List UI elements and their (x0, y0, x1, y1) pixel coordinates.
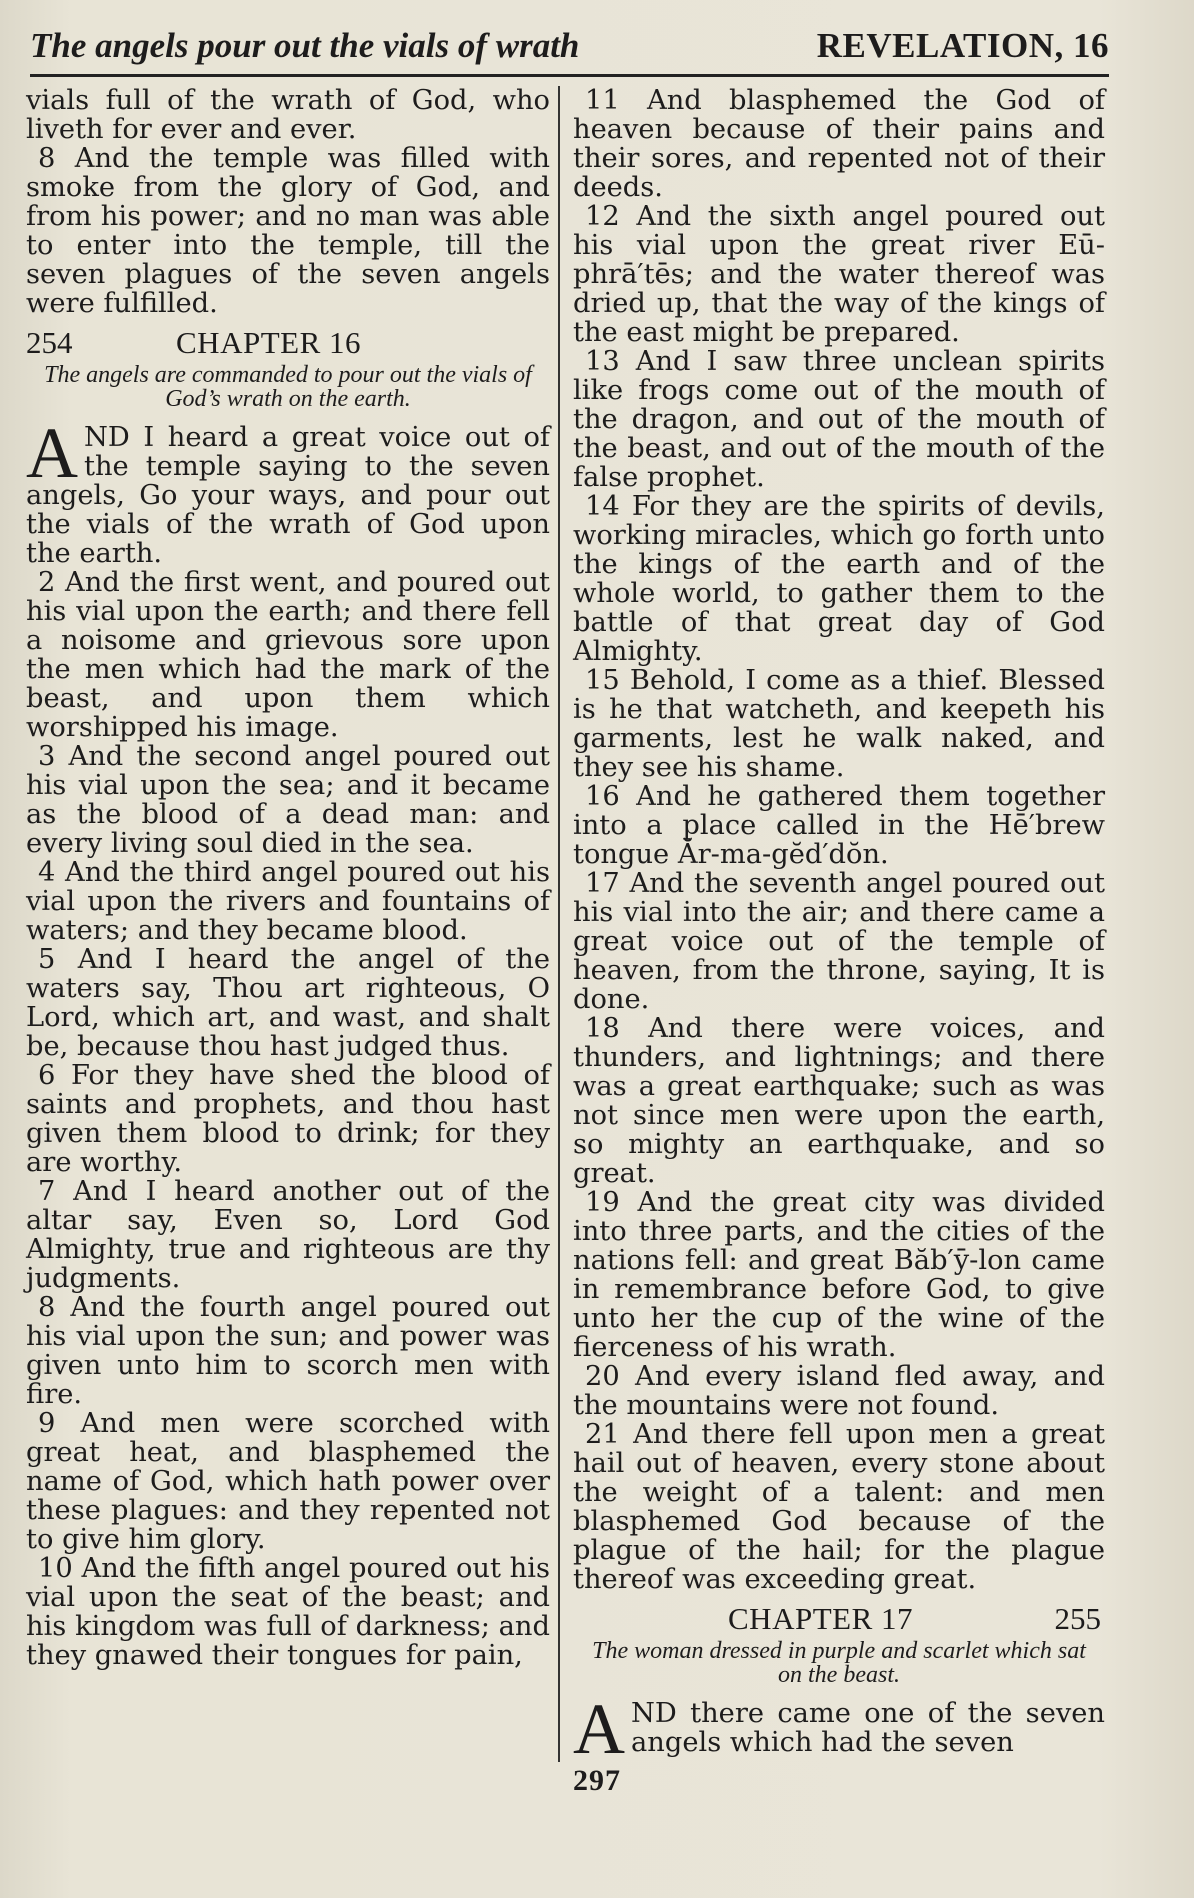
drop-cap: A (573, 1689, 625, 1769)
verse-lead: ND (631, 1698, 677, 1729)
drop-cap: A (26, 413, 78, 493)
verse-16-1 (26, 413, 550, 569)
verse-16-15: 15 Behold, I come as a thief. Blessed is he that watcheth, and keepeth his garments, lest he walk naked, and they see his shame. (573, 665, 1105, 783)
header-subject: The angels pour out the vials of wrath (30, 26, 580, 65)
verse-16-2: 2 And the first went, and poured out his vial upon the earth; and there fell a noisome and grievous sore upon the men which had the mark of the beast, and upon them which worshipped his image. (26, 567, 550, 743)
verse-16-12: 12 And the sixth angel poured out his vial upon the great river Eū-phrā′tēs; and the water thereof was dried up, that the way of the kings of the east might be prepared. (573, 201, 1105, 348)
verse-16-8: 8 And the fourth angel poured out his vial upon the sun; and power was given unto him to scorch men with fire. (26, 1292, 550, 1410)
verse-16-20: 20 And every island fled away, and the mountains were not found. (573, 1361, 1105, 1421)
chapter-16-summary: The angels are commanded to pour out the vials of God’s wrath on the earth. (44, 362, 532, 412)
verse-16-3: 3 And the second angel poured out his vial upon the sea; and it became as the blood of a dead man: and every living soul died in the sea. (26, 741, 550, 859)
verse-16-16: 16 And he gathered them together into a place called in the Hē′brew tongue Ăr-ma-gĕd′dŏn. (573, 781, 1105, 870)
chapter-17-title: CHAPTER 17 (728, 1601, 913, 1636)
chapter-16-page-ref: 254 (26, 325, 73, 360)
verse-continuation: vials full of the wrath of God, who liveth for ever and ever. (26, 85, 550, 145)
verse-lead: ND (84, 422, 130, 453)
verse-16-14: 14 For they are the spirits of devils, working miracles, which go forth unto the kings of the earth and of the whole world, to gather them to the battle of that great day of God Almighty. (573, 491, 1105, 667)
verse-16-4: 4 And the third angel poured out his vial upon the rivers and fountains of waters; and they became blood. (26, 857, 550, 946)
verse-16-11: 11 And blasphemed the God of heaven because of their pains and their sores, and repented not of their deeds. (573, 85, 1105, 203)
chapter-17-summary: The woman dressed in purple and scarlet which sat on the beast. (592, 1638, 1086, 1688)
verse-16-6: 6 For they have shed the blood of saints and prophets, and thou hast given them blood to drink; for they are worthy. (26, 1060, 550, 1178)
running-header (30, 24, 1109, 77)
column-divider (558, 86, 560, 1762)
verse-16-5: 5 And I heard the angel of the waters say, Thou art righteous, O Lord, which art, and wast, and shalt be, because thou hast judged thus. (26, 944, 550, 1062)
verse-16-17: 17 And the seventh angel poured out his vial into the air; and there came a great voice out of the temple of heaven, from the throne, saying, It is done. (573, 868, 1105, 1015)
chapter-16-title: CHAPTER 16 (176, 325, 361, 360)
page-number: 297 (573, 1764, 621, 1797)
chapter-16-heading (26, 325, 550, 360)
left-column (26, 86, 550, 1670)
verse-16-13: 13 And I saw three unclean spirits like frogs come out of the mouth of the dragon, and out of the mouth of the beast, and out of the mouth of the false prophet. (573, 346, 1105, 493)
verse-16-7: 7 And I heard another out of the altar say, Even so, Lord God Almighty, true and righteous are thy judgments. (26, 1176, 550, 1294)
verse-16-9: 9 And men were scorched with great heat, and blasphemed the name of God, which hath power over these plagues: and they repented not to give him glory. (26, 1408, 550, 1555)
right-column (573, 85, 1105, 1769)
header-book-chapter: REVELATION, 16 (816, 26, 1109, 65)
chapter-17-page-ref: 255 (1054, 1601, 1101, 1636)
verse-text: there came one of the seven angels which had the seven (631, 1698, 1105, 1758)
verse-16-10: 10 And the fifth angel poured out his vial upon the seat of the beast; and his kingdom was full of darkness; and they gnawed their tongues for pain, (26, 1553, 550, 1671)
verse-16-21: 21 And there fell upon men a great hail out of heaven, every stone about the weight of a talent: and men blasphemed God because of the plague of the hail; for the plague thereof was exceeding great. (573, 1419, 1105, 1595)
verse-text: I heard a great voice out of the temple saying to the seven angels, Go your ways, and pour out the vials of the wrath of God upon the earth. (26, 422, 550, 569)
verse-17-1 (573, 1689, 1105, 1769)
verse-16-18: 18 And there were voices, and thunders, and lightnings; and there was a great earthquake; such as was not since men were upon the earth, so mighty an earthquake, and so great. (573, 1013, 1105, 1189)
verse-16-19: 19 And the great city was divided into three parts, and the cities of the nations fell: and great Băb′ȳ-lon came in remembrance before God, to give unto her the cup of the wine of the fierceness of his wrath. (573, 1187, 1105, 1363)
verse-15-8: 8 And the temple was filled with smoke from the glory of God, and from his power; and no man was able to enter into the temple, till the seven plagues of the seven angels were fulfilled. (26, 143, 550, 319)
chapter-17-heading (573, 1601, 1105, 1636)
